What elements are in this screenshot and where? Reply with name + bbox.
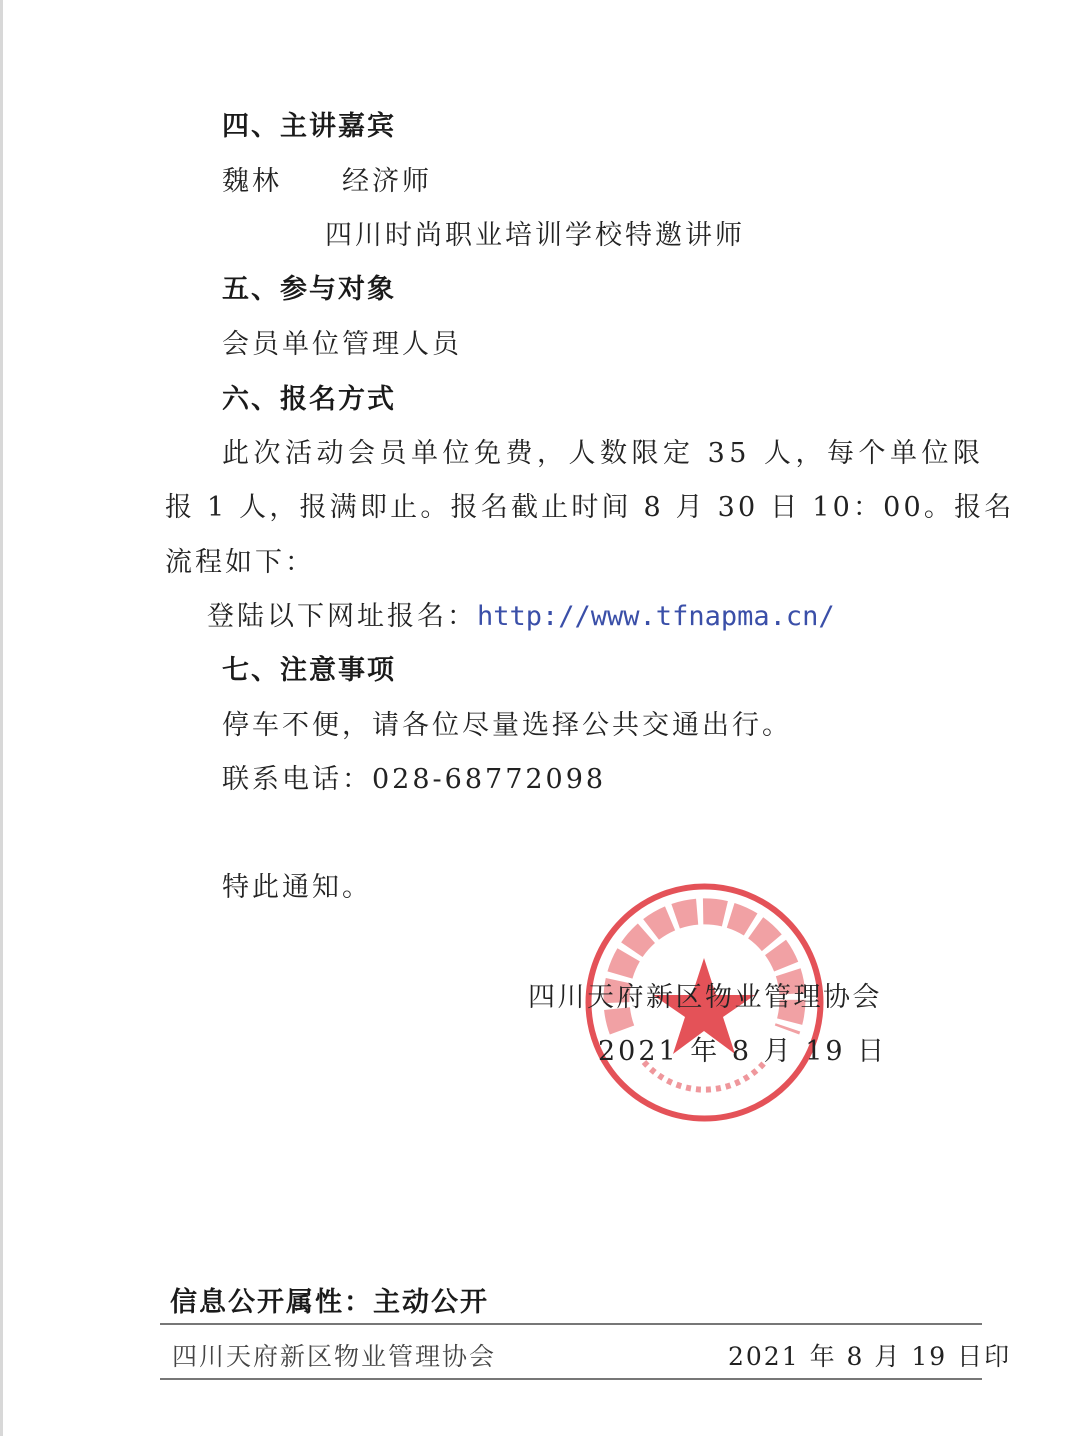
footer-print-date: 2021 年 8 月 19 日印 — [728, 1342, 1012, 1371]
speaker-title: 四川时尚职业培训学校特邀讲师 — [325, 220, 745, 251]
registration-link-label: 登陆以下网址报名： — [207, 601, 477, 632]
page-edge — [0, 0, 3, 1436]
registration-link-line — [207, 600, 835, 634]
registration-line-2: 报 1 人，报满即止。报名截止时间 8 月 30 日 10：00。报名 — [165, 492, 1015, 523]
speaker-name: 魏林 经济师 — [222, 166, 432, 197]
footer-bottom-rule — [160, 1378, 982, 1380]
section-5-heading: 五、参与对象 — [222, 274, 396, 305]
closing-text: 特此通知。 — [222, 872, 372, 903]
parking-notice: 停车不便，请各位尽量选择公共交通出行。 — [222, 710, 792, 741]
disclosure-attribute: 信息公开属性：主动公开 — [170, 1287, 489, 1318]
footer-top-rule — [160, 1323, 982, 1325]
registration-line-3: 流程如下： — [165, 547, 315, 578]
section-4-heading: 四、主讲嘉宾 — [222, 111, 396, 142]
signature-org: 四川天府新区物业管理协会 — [528, 982, 882, 1013]
section-7-heading: 七、注意事项 — [222, 655, 396, 686]
participants-text: 会员单位管理人员 — [222, 329, 462, 360]
section-6-heading: 六、报名方式 — [222, 384, 396, 415]
registration-line-1: 此次活动会员单位免费，人数限定 35 人，每个单位限 — [222, 438, 985, 469]
footer-org: 四川天府新区物业管理协会 — [172, 1342, 497, 1371]
registration-link[interactable]: http://www.tfnapma.cn/ — [477, 601, 835, 632]
signature-date: 2021 年 8 月 19 日 — [598, 1036, 888, 1067]
contact-phone: 联系电话：028-68772098 — [222, 764, 607, 795]
